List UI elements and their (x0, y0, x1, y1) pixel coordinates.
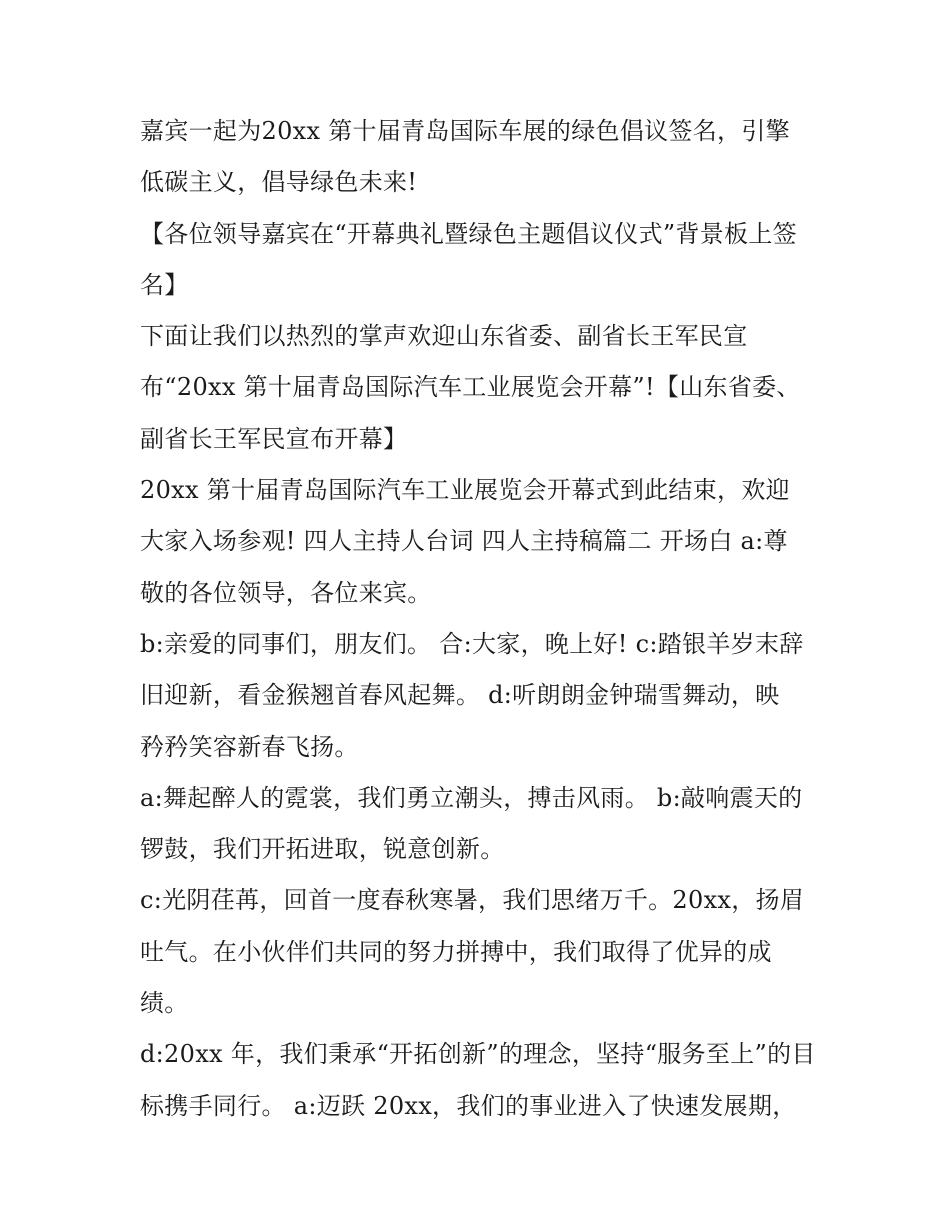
text-line: 【各位领导嘉宾在“开幕典礼暨绿色主题倡议仪式”背景板上签 (140, 219, 797, 248)
text-line: 吐气。在小伙伴们共同的努力拼搏中，我们取得了优异的成 (140, 937, 772, 966)
document-body (140, 106, 820, 1132)
text-line: a:舞起醉人的霓裳，我们勇立潮头，搏击风雨。 b:敲响震天的 (140, 783, 803, 812)
text-line: 绩。 (140, 989, 189, 1018)
text-line: 下面让我们以热烈的掌声欢迎山东省委、副省长王军民宣 (140, 322, 748, 351)
text-line: 低碳主义，倡导绿色未来! (140, 168, 418, 197)
text-line: 布“20xx 第十届青岛国际汽车工业展览会开幕”!【山东省委、 (140, 373, 801, 402)
text-line: d:20xx 年，我们秉承“开拓创新”的理念，坚持“服务至上”的目 (140, 1040, 816, 1069)
text-line: 大家入场参观! 四人主持人台词 四人主持稿篇二 开场白 a:尊 (140, 527, 788, 556)
text-line: 20xx 第十届青岛国际汽车工业展览会开幕式到此结束，欢迎 (140, 476, 790, 505)
text-line: 嘉宾一起为20xx 第十届青岛国际车展的绿色倡议签名，引擎 (140, 117, 790, 145)
text-line: 副省长王军民宣布开幕】 (140, 424, 408, 453)
text-line: 名】 (140, 270, 189, 299)
text-line: 旧迎新，看金猴翘首春风起舞。 d:听朗朗金钟瑞雪舞动，映 (140, 681, 780, 710)
text-line: 敬的各位领导，各位来宾。 (140, 578, 432, 607)
text-line: 矜矜笑容新春飞扬。 (140, 732, 359, 761)
text-line: b:亲爱的同事们，朋友们。 合:大家，晚上好! c:踏银羊岁末辞 (140, 629, 804, 658)
text-line: 标携手同行。 a:迈跃 20xx，我们的事业进入了快速发展期， (140, 1091, 797, 1120)
text-line: c:光阴荏苒，回首一度春秋寒暑，我们思绪万千。20xx，扬眉 (140, 886, 805, 915)
text-line: 锣鼓，我们开拓进取，锐意创新。 (140, 835, 505, 864)
